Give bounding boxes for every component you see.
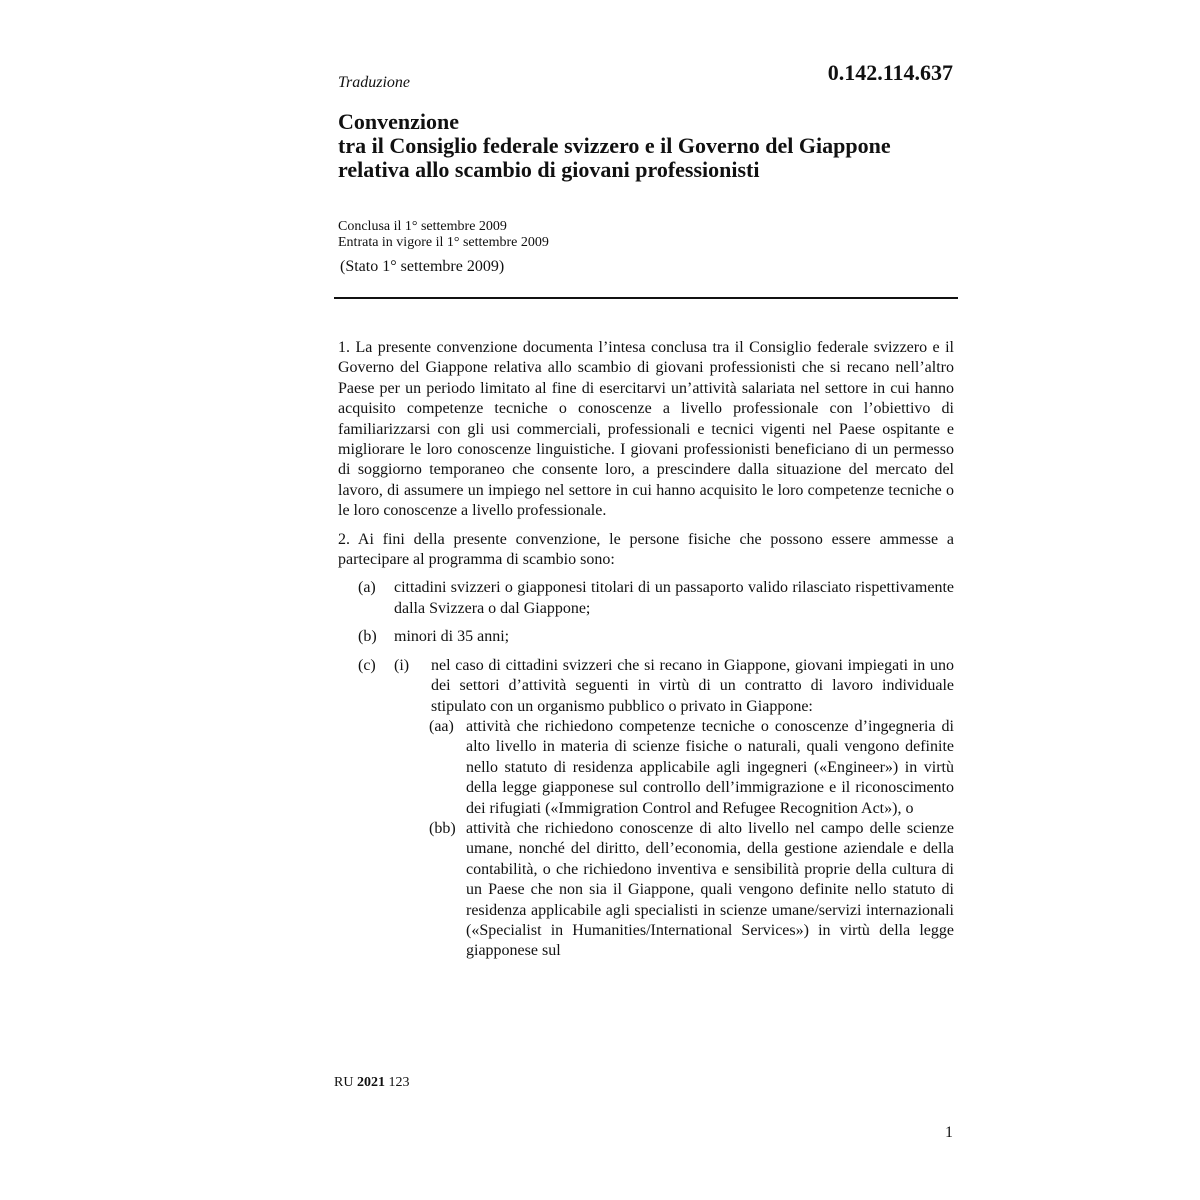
title-line-3: relativa allo scambio di giovani professionisti bbox=[338, 157, 760, 182]
list-label-a: (a) bbox=[358, 579, 376, 597]
sub-label-aa: (aa) bbox=[429, 717, 454, 735]
sub-item-aa bbox=[338, 717, 954, 819]
status-date: (Stato 1° settembre 2009) bbox=[340, 258, 505, 275]
date-block bbox=[338, 219, 549, 251]
page-number: 1 bbox=[945, 1124, 953, 1141]
list-item-b bbox=[338, 627, 954, 647]
title-line-2: tra il Consiglio federale svizzero e il Governo del Giappone bbox=[338, 133, 891, 158]
header-divider bbox=[334, 297, 958, 299]
ru-year: 2021 bbox=[356, 1075, 385, 1090]
paragraph-2: 2. Ai fini della presente convenzione, le persone fisiche che possono essere ammesse a partecipare al programma di scambio sono: bbox=[338, 530, 954, 569]
list-text-c-i: nel caso di cittadini svizzeri che si recano in Giappone, giovani impiegati in uno dei settori d’attività seguenti in virtù di un contratto di lavoro individuale stipulato con un organismo pubblico o privato in Giappone: bbox=[431, 656, 954, 715]
official-compilation-ref bbox=[334, 1075, 409, 1091]
concluded-date: Conclusa il 1° settembre 2009 bbox=[338, 219, 507, 234]
list-label-b: (b) bbox=[358, 628, 377, 646]
sub-text-bb: attività che richiedono conoscenze di alto livello nel campo delle scienze umane, nonché del diritto, dell’economia, della gestione aziendale e della contabilità, o che richiedono inventiva e sensibilità proprie della cultura di un Paese che non sia il Giappone, quali vengono definite nello statuto di residenza applicabile agli specialisti in scienze umane/servizi internazionali («Specialist in Humanities/International Services») in virtù della legge giapponese sul bbox=[466, 819, 954, 960]
in-force-date: Entrata in vigore il 1° settembre 2009 bbox=[338, 235, 549, 250]
list-text-b: minori di 35 anni; bbox=[394, 628, 510, 646]
document-title bbox=[338, 110, 978, 182]
sr-number: 0.142.114.637 bbox=[827, 60, 953, 85]
sub-label-bb: (bb) bbox=[429, 819, 456, 837]
paragraph-1: 1. La presente convenzione documenta l’intesa conclusa tra il Consiglio federale svizzero e il Governo del Giappone relativa allo scambio di giovani professionisti che si recano nell’altro Paese per un periodo limitato al fine di esercitarvi un’attività salariata nel settore in cui hanno acquisito competenze tecniche o conoscenze a livello professionale con l’obiettivo di familiarizzarsi con gli usi commerciali, professionali e tecnici vigenti nel Paese ospitante e migliorare le loro conoscenze linguistiche. I giovani professionisti beneficiano di un permesso di soggiorno temporaneo che consente loro, a prescindere dalla situazione del mercato del lavoro, di assumere un impiego nel settore in cui hanno acquisito le loro competenze tecniche o le loro conoscenze a livello professionale. bbox=[338, 339, 954, 520]
sub-item-bb bbox=[338, 819, 954, 962]
sub-text-aa: attività che richiedono competenze tecniche o conoscenze d’ingegneria di alto livello in materia di scienze fisiche o naturali, quali vengono definite nello statuto di residenza applicabile agli ingegneri («Engineer») in virtù della legge giapponese sul controllo dell’immigrazione e il riconoscimento dei rifugiati («Immigration Control and Refugee Recognition Act»), o bbox=[466, 717, 954, 817]
document-body bbox=[338, 338, 954, 970]
translation-label: Traduzione bbox=[338, 74, 411, 91]
list-label-c: (c) bbox=[358, 656, 376, 674]
list-item-a bbox=[338, 578, 954, 619]
list-text-a: cittadini svizzeri o giapponesi titolari di un passaporto valido rilasciato rispettivamente dalla Svizzera o dal Giappone; bbox=[394, 579, 954, 617]
title-line-1: Convenzione bbox=[338, 109, 459, 134]
ru-page: 123 bbox=[388, 1075, 410, 1090]
ru-prefix: RU bbox=[334, 1075, 354, 1090]
list-label-c-i: (i) bbox=[394, 656, 410, 674]
list-item-c bbox=[338, 656, 954, 962]
